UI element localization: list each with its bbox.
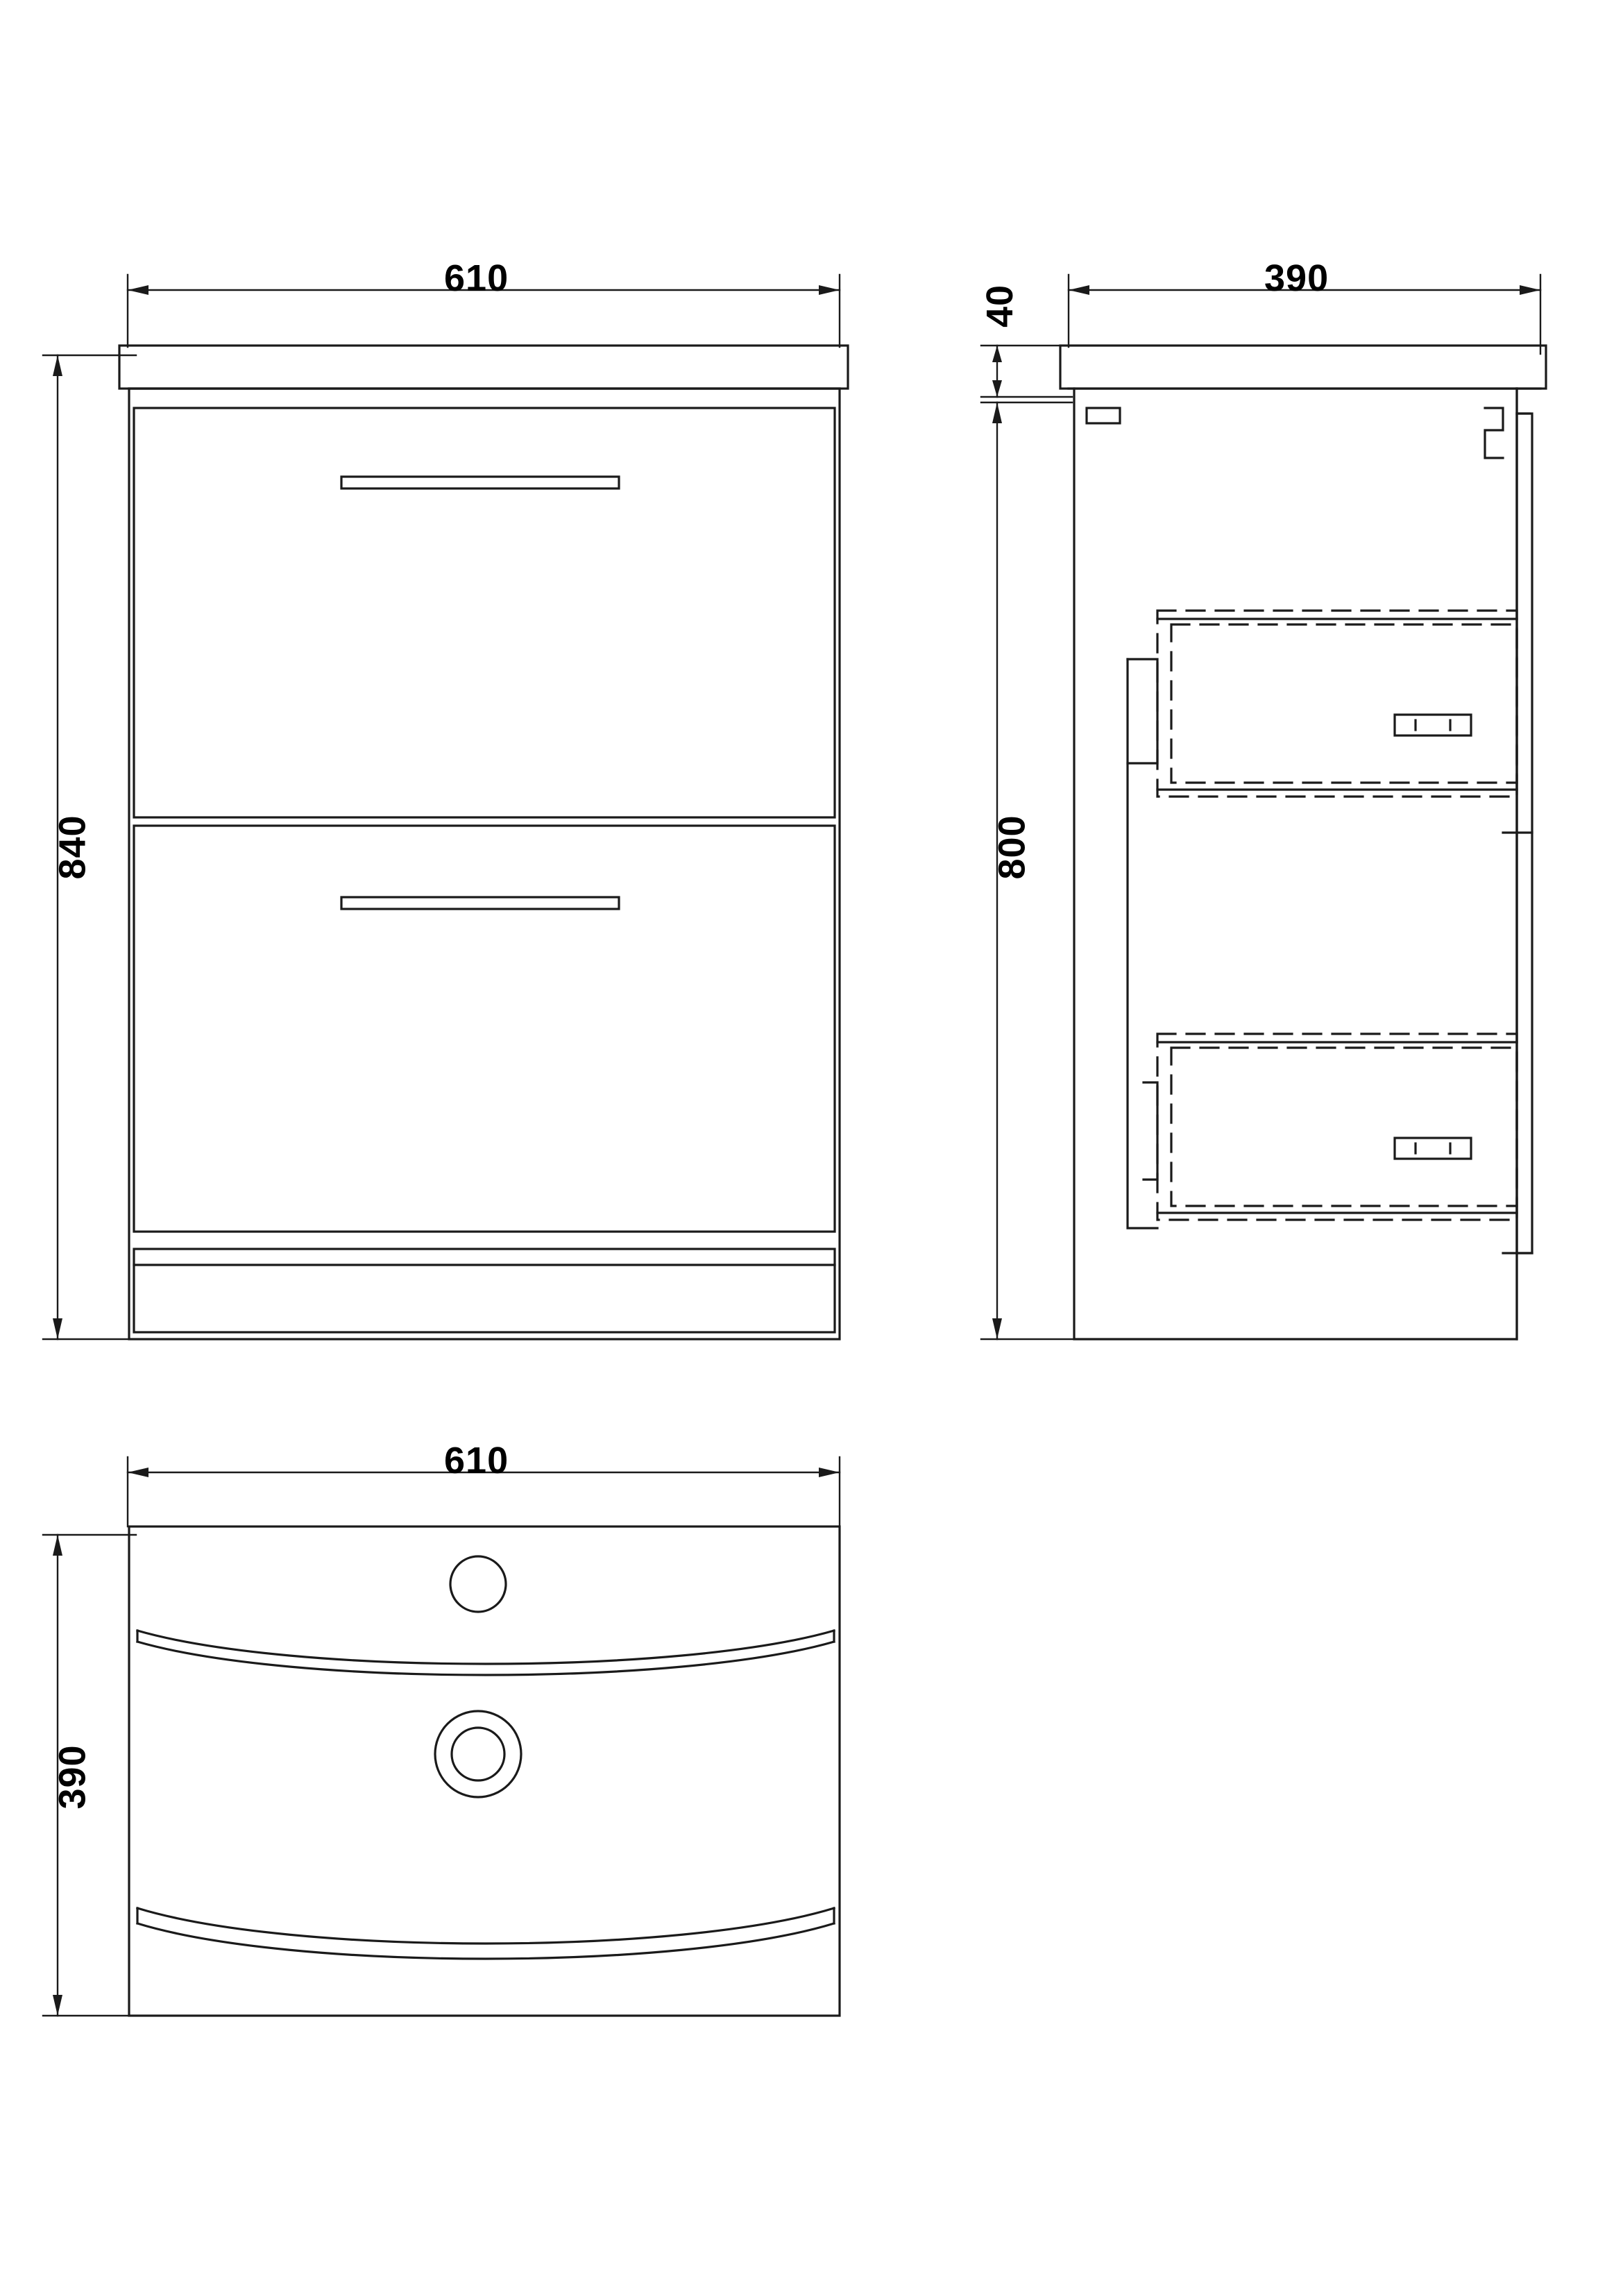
plan-basin-outline: [129, 1527, 840, 2016]
side-upper-drawer-front: [1128, 659, 1157, 763]
side-lower-drawer-pull: [1395, 1138, 1471, 1159]
side-upper-drawer-pull: [1395, 715, 1471, 735]
side-runner-rail: [1128, 659, 1157, 1228]
side-lower-drawer-box-hidden: [1157, 1034, 1517, 1220]
side-depth-label: 390: [1264, 257, 1329, 299]
side-worktop: [1060, 346, 1546, 389]
side-top-thickness-label: 40: [979, 284, 1021, 328]
plan-width-label: 610: [444, 1440, 509, 1481]
side-carcass-height-label: 800: [991, 815, 1033, 880]
side-edge-profile: [1485, 408, 1503, 458]
side-wall-bracket: [1087, 408, 1120, 423]
side-lower-drawer-front: [1144, 1082, 1157, 1180]
front-carcass: [129, 389, 840, 1339]
front-lower-drawer: [134, 826, 835, 1232]
side-upper-drawer-box-hidden: [1157, 611, 1517, 797]
plan-depth-label: 390: [51, 1744, 94, 1810]
front-upper-handle: [341, 477, 619, 488]
plan-rear-curve-top: [137, 1631, 834, 1664]
front-plinth: [134, 1249, 835, 1332]
side-carcass-outline: [1074, 389, 1517, 1339]
plan-tap-hole: [450, 1556, 506, 1612]
plan-rear-curve-bottom: [137, 1642, 834, 1675]
front-height-label: 840: [51, 815, 94, 880]
plan-basin-view: [43, 1457, 840, 2016]
front-lower-handle: [341, 897, 619, 909]
front-upper-drawer: [134, 408, 835, 817]
plan-waste-outer: [435, 1711, 521, 1797]
side-section-view: [981, 275, 1546, 1339]
front-width-label: 610: [444, 257, 509, 299]
side-top-thickness-dimension: [981, 346, 1072, 397]
plan-waste-inner: [452, 1728, 504, 1780]
front-elevation-view: [43, 275, 848, 1339]
plan-front-curve-top: [137, 1908, 834, 1944]
front-worktop: [119, 346, 848, 389]
